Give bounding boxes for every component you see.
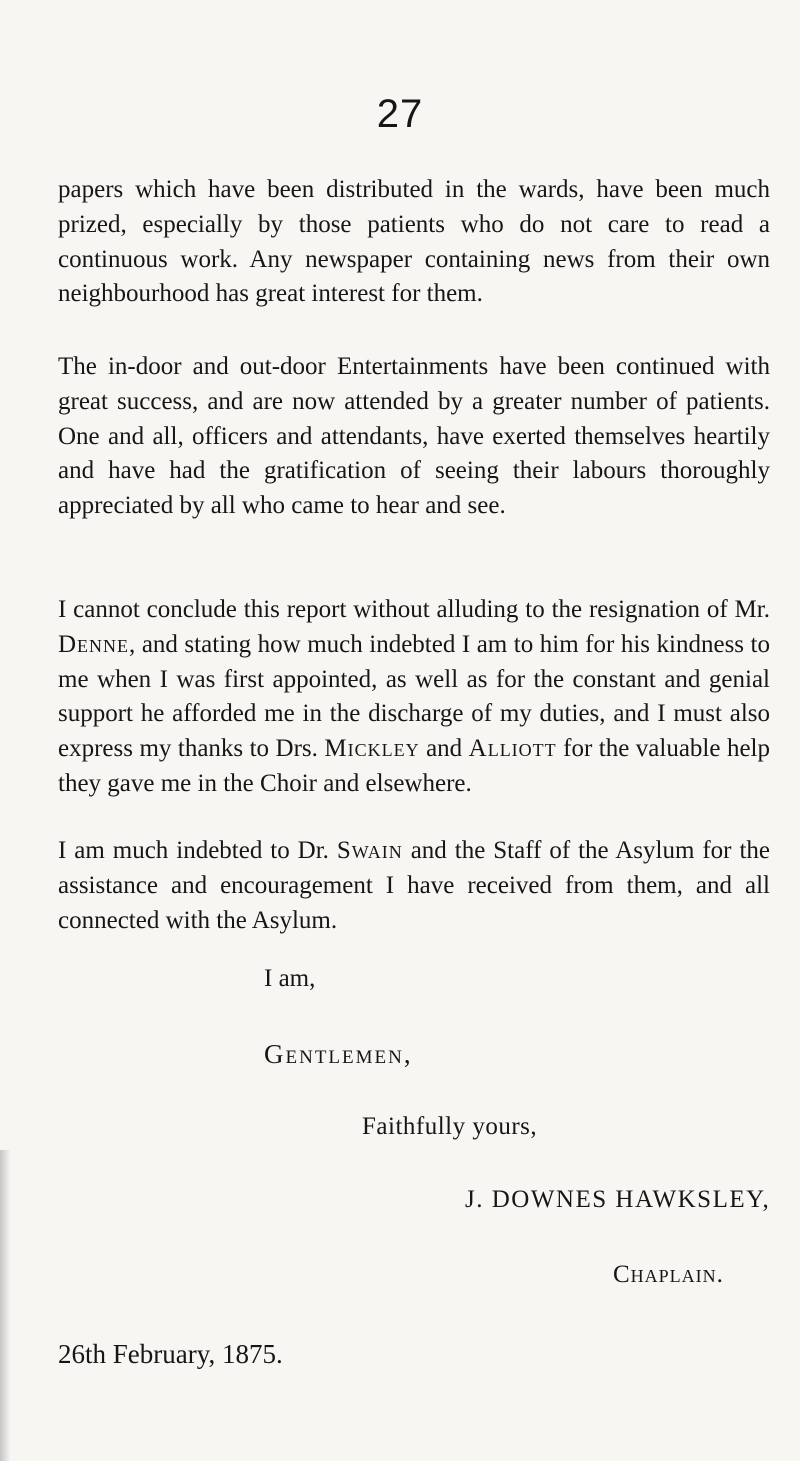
name-swain: Swain — [336, 837, 403, 864]
closing-valediction: Faithfully yours, — [362, 1113, 538, 1140]
signature-name: J. DOWNES HAWKSLEY, — [465, 1186, 771, 1213]
name-mickley: Mickley — [324, 735, 420, 763]
paragraph-acknowledgement-text-2: and the Staff of the Asylum for the assistance and encouragement I have received from them, and all connected with the Asylum. — [58, 837, 770, 934]
paragraph-resignation-text-4: for the valuable help they gave me in the Choir and elsewhere. — [58, 735, 770, 797]
paragraph-resignation-text-1: I cannot conclude this report without alluding to the resignation of Mr. — [58, 596, 770, 623]
page-number: 27 — [376, 92, 424, 136]
paragraph-acknowledgement — [58, 834, 770, 938]
closing-salutation: Gentlemen, — [264, 1039, 413, 1069]
paragraph-acknowledgement-text-1: I am much indebted to Dr. — [58, 837, 337, 864]
paragraph-newspapers: papers which have been distributed in the wards, have been much prized, especially by those patients who do not care to read a continuous work. Any newspaper containing news from their own neighbourhood has great interest for them. — [58, 176, 770, 308]
page-edge-shadow — [0, 1150, 10, 1461]
paragraph-entertainments: The in-door and out-door Entertainments have been continued with great success, and are now attended by a greater number of patients. One and all, officers and attendants, have exerted themselves heartily and have had the gratification of seeing their labours thoroughly appreciated by all who came to hear and see. — [58, 353, 770, 520]
name-denne: Denne — [58, 630, 130, 658]
document-date: 26th February, 1875. — [58, 1339, 283, 1369]
name-alliott: Alliott — [468, 735, 557, 763]
closing-i-am: I am, — [264, 965, 316, 992]
paragraph-resignation — [58, 593, 770, 802]
paragraph-resignation-text-3: and — [419, 735, 469, 763]
paragraph-resignation-text-2: , and stating how much indebted I am to him for his kindness to me when I was first appointed, as well as for the constant and genial support he afforded me in the discharge of my duties, and I must also express my thanks to Drs. — [58, 630, 770, 763]
signature-title: Chaplain. — [613, 1261, 724, 1288]
